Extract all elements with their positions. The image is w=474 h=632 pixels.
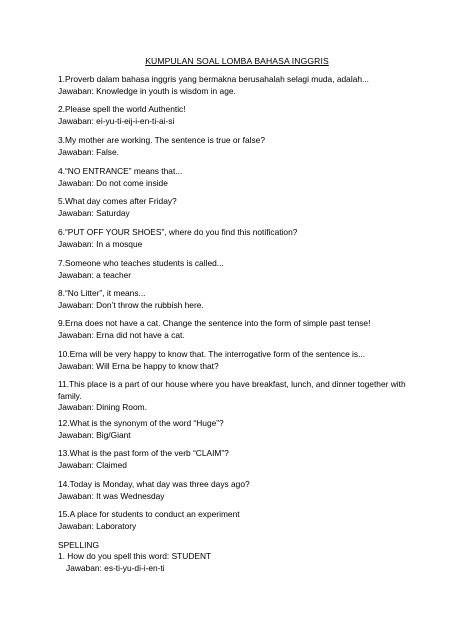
- answer-text: Jawaban: In a mosque: [58, 238, 143, 249]
- question-text: 10.Erna will be very happy to know that. The interrogative form of the sentence is...: [58, 349, 366, 359]
- qa-item-11: [58, 379, 418, 414]
- answer-text: Jawaban: ei-yu-ti-eij-i-en-ti-ai-si: [58, 115, 175, 126]
- answer-text: Jawaban: Don’t throw the rubbish here.: [58, 299, 204, 310]
- question-text: 5.What day comes after Friday?: [58, 196, 177, 206]
- qa-item-12: [58, 418, 418, 441]
- spelling-heading: SPELLING: [58, 540, 99, 550]
- qa-item-2: [58, 104, 418, 127]
- qa-item-10: [58, 349, 418, 372]
- answer-text: Jawaban: It was Wednesday: [58, 490, 165, 501]
- qa-item-1: [58, 74, 418, 97]
- answer-text: Jawaban: Big/Giant: [58, 429, 131, 440]
- qa-item-14: [58, 479, 418, 502]
- answer-text: Jawaban: Will Erna be happy to know that?: [58, 360, 219, 371]
- question-text: 11.This place is a part of our house where you have breakfast, lunch, and dinner together with family.: [58, 379, 406, 401]
- question-text: 1.Proverb dalam bahasa inggris yang bermakna berusahalah selagi muda, adalah...: [58, 74, 369, 84]
- qa-item-7: [58, 258, 418, 281]
- question-text: 3.My mother are working. The sentence is true or false?: [58, 135, 265, 145]
- spelling-item-1: [58, 551, 211, 574]
- question-text: 7.Someone who teaches students is called...: [58, 258, 224, 268]
- question-text: 1. How do you spell this word: STUDENT: [58, 551, 212, 561]
- question-text: 13.What is the past form of the verb “CLAIM”?: [58, 448, 229, 458]
- qa-item-15: [58, 509, 418, 532]
- answer-text: Jawaban: Knowledge in youth is wisdom in age.: [58, 85, 236, 96]
- answer-text: Jawaban: Saturday: [58, 207, 130, 218]
- question-text: 2.Please spell the world Authentic!: [58, 104, 186, 114]
- answer-text: Jawaban: a teacher: [58, 269, 132, 280]
- question-text: 4.“NO ENTRANCE” means that...: [58, 166, 183, 176]
- answer-text: Jawaban: es-ti-yu-di-i-en-ti: [66, 562, 165, 573]
- question-text: 12.What is the synonym of the word “Huge”?: [58, 418, 224, 428]
- question-text: 6.“PUT OFF YOUR SHOES”, where do you find this notification?: [58, 227, 298, 237]
- answer-text: Jawaban: Dining Room.: [58, 402, 147, 412]
- qa-item-5: [58, 196, 418, 219]
- answer-text: Jawaban: Claimed: [58, 459, 127, 470]
- answer-text: Jawaban: Erna did not have a cat.: [58, 329, 185, 340]
- question-text: 15.A place for students to conduct an experiment: [58, 509, 240, 519]
- qa-item-13: [58, 448, 418, 471]
- answer-text: Jawaban: False.: [58, 146, 119, 157]
- question-text: 14.Today is Monday, what day was three days ago?: [58, 479, 250, 489]
- answer-text: Jawaban: Laboratory: [58, 520, 137, 531]
- question-text: 9.Erna does not have a cat. Change the sentence into the form of simple past tense!: [58, 318, 371, 328]
- document-title: KUMPULAN SOAL LOMBA BAHASA INGGRIS: [145, 56, 329, 66]
- qa-item-6: [58, 227, 418, 250]
- qa-item-9: [58, 318, 418, 341]
- question-text: 8.“No Litter”, it means...: [58, 288, 146, 298]
- qa-item-4: [58, 166, 418, 189]
- answer-text: Jawaban: Do not come inside: [58, 177, 168, 188]
- qa-item-3: [58, 135, 418, 158]
- qa-item-8: [58, 288, 418, 311]
